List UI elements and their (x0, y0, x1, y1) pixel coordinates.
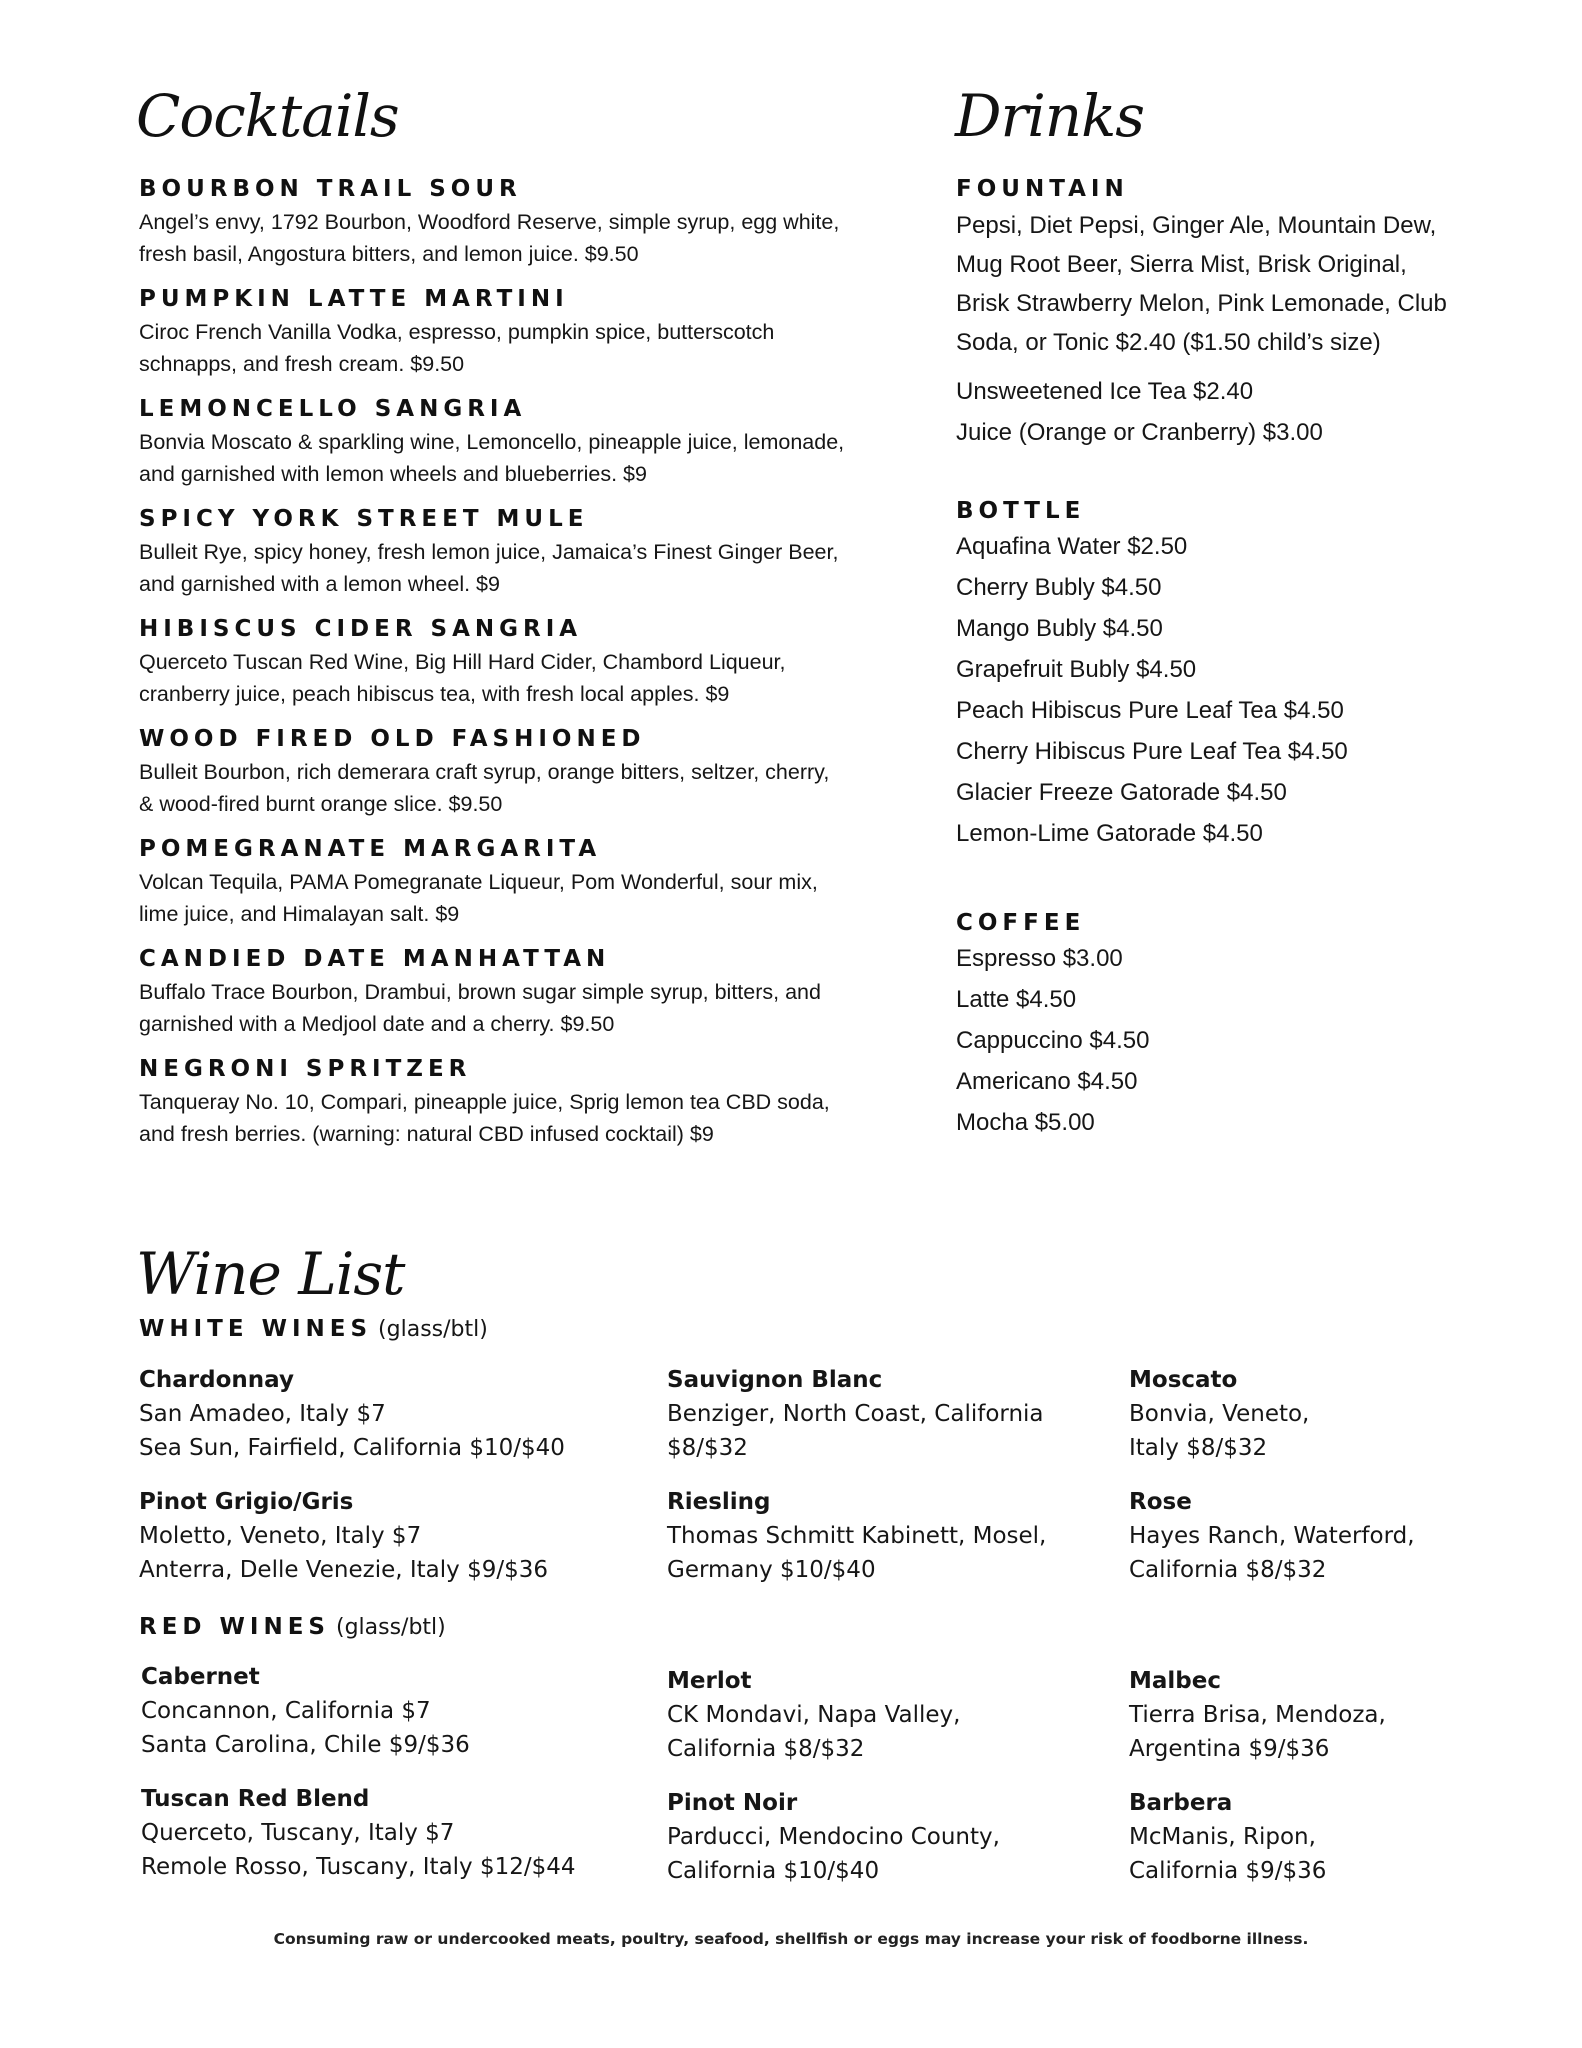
wine-detail: McManis, Ripon, (1129, 1824, 1316, 1850)
wine-detail: Querceto, Tuscany, Italy $7 (141, 1820, 455, 1846)
wine-detail: $8/$32 (667, 1435, 748, 1461)
fountain-line: Mug Root Beer, Sierra Mist, Brisk Original, (956, 251, 1407, 278)
cocktail-desc: Tanqueray No. 10, Compari, pineapple juice, Sprig lemon tea CBD soda, (139, 1090, 830, 1114)
red-wines-label: RED WINES (139, 1614, 330, 1640)
coffee-item: Mocha $5.00 (956, 1109, 1095, 1136)
wine-item (139, 1363, 565, 1465)
cocktail-name: BOURBON TRAIL SOUR (139, 176, 522, 202)
cocktail-name: WOOD FIRED OLD FASHIONED (139, 726, 646, 752)
cocktail-name: HIBISCUS CIDER SANGRIA (139, 616, 583, 642)
cocktail-item (139, 286, 899, 380)
drinks-title: Drinks (955, 82, 1145, 150)
fountain-extra: Unsweetened Ice Tea $2.40 (956, 378, 1254, 405)
wine-name: Malbec (1129, 1668, 1221, 1694)
wine-detail: California $9/$36 (1129, 1858, 1327, 1884)
wine-detail: Argentina $9/$36 (1129, 1736, 1330, 1762)
wine-name: Rose (1129, 1489, 1192, 1515)
coffee-item: Americano $4.50 (956, 1068, 1138, 1095)
cocktail-name: POMEGRANATE MARGARITA (139, 836, 602, 862)
wine-detail: Anterra, Delle Venezie, Italy $9/$36 (139, 1557, 548, 1583)
wine-name: Moscato (1129, 1367, 1238, 1393)
wine-detail: California $8/$32 (667, 1736, 865, 1762)
wine-name: Chardonnay (139, 1367, 294, 1393)
drinks-fountain (956, 176, 1516, 453)
wine-detail: Italy $8/$32 (1129, 1435, 1268, 1461)
wine-title: Wine List (136, 1240, 405, 1308)
coffee-item: Espresso $3.00 (956, 945, 1123, 972)
bottle-item: Cherry Hibiscus Pure Leaf Tea $4.50 (956, 738, 1348, 765)
wine-name: Pinot Noir (667, 1790, 798, 1816)
cocktail-desc: Ciroc French Vanilla Vodka, espresso, pumpkin spice, butterscotch (139, 320, 775, 344)
wine-name: Riesling (667, 1489, 771, 1515)
cocktail-desc: Bulleit Rye, spicy honey, fresh lemon juice, Jamaica’s Finest Ginger Beer, (139, 540, 839, 564)
fountain-line: Pepsi, Diet Pepsi, Ginger Ale, Mountain Dew, (956, 212, 1437, 239)
red-wines-heading (139, 1614, 446, 1640)
bottle-item: Mango Bubly $4.50 (956, 615, 1163, 642)
wine-detail: Germany $10/$40 (667, 1557, 876, 1583)
wine-detail: Tierra Brisa, Mendoza, (1129, 1702, 1386, 1728)
white-wines-heading (139, 1316, 488, 1342)
wine-detail: Moletto, Veneto, Italy $7 (139, 1523, 422, 1549)
wine-item (1129, 1664, 1386, 1766)
cocktail-desc: garnished with a Medjool date and a cherry. $9.50 (139, 1012, 615, 1036)
bottle-item: Glacier Freeze Gatorade $4.50 (956, 779, 1287, 806)
cocktail-desc: Bulleit Bourbon, rich demerara craft syrup, orange bitters, seltzer, cherry, (139, 760, 830, 784)
coffee-heading: COFFEE (956, 910, 1086, 936)
wine-detail: California $8/$32 (1129, 1557, 1327, 1583)
cocktail-desc: Volcan Tequila, PAMA Pomegranate Liqueur, Pom Wonderful, sour mix, (139, 870, 818, 894)
wine-detail: CK Mondavi, Napa Valley, (667, 1702, 961, 1728)
cocktail-item (139, 1056, 899, 1150)
wine-detail: San Amadeo, Italy $7 (139, 1401, 386, 1427)
bottle-item: Grapefruit Bubly $4.50 (956, 656, 1197, 683)
cocktail-item (139, 396, 899, 490)
coffee-item: Cappuccino $4.50 (956, 1027, 1150, 1054)
cocktail-desc: and garnished with a lemon wheel. $9 (139, 572, 500, 596)
cocktail-item (139, 616, 899, 710)
cocktail-desc: lime juice, and Himalayan salt. $9 (139, 902, 460, 926)
cocktail-desc: schnapps, and fresh cream. $9.50 (139, 352, 465, 376)
wine-name: Pinot Grigio/Gris (139, 1489, 354, 1515)
wine-item (1129, 1363, 1309, 1465)
drinks-bottle (956, 498, 1516, 854)
wine-detail: California $10/$40 (667, 1858, 880, 1884)
cocktail-desc: cranberry juice, peach hibiscus tea, with fresh local apples. $9 (139, 682, 730, 706)
wine-item (667, 1786, 1000, 1888)
red-wines-note: (glass/btl) (335, 1615, 446, 1640)
wine-item (667, 1664, 960, 1766)
bottle-item: Cherry Bubly $4.50 (956, 574, 1162, 601)
wine-detail: Concannon, California $7 (141, 1698, 431, 1724)
wine-detail: Bonvia, Veneto, (1129, 1401, 1310, 1427)
cocktail-item (139, 176, 899, 270)
wine-name: Sauvignon Blanc (667, 1367, 883, 1393)
white-wines-label: WHITE WINES (139, 1316, 373, 1342)
wine-detail: Hayes Ranch, Waterford, (1129, 1523, 1415, 1549)
fountain-heading: FOUNTAIN (956, 176, 1129, 202)
cocktail-name: LEMONCELLO SANGRIA (139, 396, 527, 422)
wine-detail: Parducci, Mendocino County, (667, 1824, 1000, 1850)
cocktail-item (139, 836, 899, 930)
cocktail-item (139, 946, 899, 1040)
wine-detail: Thomas Schmitt Kabinett, Mosel, (667, 1523, 1047, 1549)
fountain-line: Soda, or Tonic $2.40 ($1.50 child’s size) (956, 329, 1381, 356)
cocktail-name: PUMPKIN LATTE MARTINI (139, 286, 569, 312)
bottle-item: Aquafina Water $2.50 (956, 533, 1188, 560)
cocktail-desc: & wood-fired burnt orange slice. $9.50 (139, 792, 503, 816)
cocktails-title: Cocktails (136, 82, 399, 150)
cocktails-list (139, 176, 899, 1166)
wine-name: Tuscan Red Blend (141, 1786, 370, 1812)
cocktail-desc: Querceto Tuscan Red Wine, Big Hill Hard Cider, Chambord Liqueur, (139, 650, 786, 674)
wine-item (141, 1660, 470, 1762)
bottle-heading: BOTTLE (956, 498, 1086, 524)
cocktail-name: CANDIED DATE MANHATTAN (139, 946, 611, 972)
cocktail-desc: and fresh berries. (warning: natural CBD infused cocktail) $9 (139, 1122, 714, 1146)
wine-item (1129, 1485, 1415, 1587)
cocktail-desc: fresh basil, Angostura bitters, and lemon juice. $9.50 (139, 242, 639, 266)
wine-detail: Sea Sun, Fairfield, California $10/$40 (139, 1435, 565, 1461)
cocktail-name: SPICY YORK STREET MULE (139, 506, 589, 532)
wine-item (667, 1485, 1046, 1587)
wine-detail: Remole Rosso, Tuscany, Italy $12/$44 (141, 1854, 576, 1880)
fountain-extra: Juice (Orange or Cranberry) $3.00 (956, 419, 1323, 446)
food-safety-notice: Consuming raw or undercooked meats, poultry, seafood, shellfish or eggs may increase your risk of foodborne illness. (273, 1930, 1309, 1948)
wine-name: Barbera (1129, 1790, 1233, 1816)
wine-item (141, 1782, 576, 1884)
wine-detail: Benziger, North Coast, California (667, 1401, 1044, 1427)
cocktail-item (139, 726, 899, 820)
white-wines-note: (glass/btl) (378, 1317, 488, 1342)
wine-detail: Santa Carolina, Chile $9/$36 (141, 1732, 470, 1758)
fountain-list (956, 206, 1516, 362)
bottle-item: Peach Hibiscus Pure Leaf Tea $4.50 (956, 697, 1344, 724)
bottle-item: Lemon-Lime Gatorade $4.50 (956, 820, 1263, 847)
coffee-item: Latte $4.50 (956, 986, 1077, 1013)
cocktail-desc: Bonvia Moscato & sparkling wine, Lemoncello, pineapple juice, lemonade, (139, 430, 845, 454)
wine-name: Cabernet (141, 1664, 260, 1690)
wine-item (667, 1363, 1044, 1465)
cocktail-desc: and garnished with lemon wheels and blueberries. $9 (139, 462, 647, 486)
drinks-coffee (956, 910, 1516, 1143)
cocktail-desc: Buffalo Trace Bourbon, Drambui, brown sugar simple syrup, bitters, and (139, 980, 821, 1004)
wine-name: Merlot (667, 1668, 752, 1694)
fountain-line: Brisk Strawberry Melon, Pink Lemonade, Club (956, 290, 1447, 317)
cocktail-name: NEGRONI SPRITZER (139, 1056, 472, 1082)
cocktail-item (139, 506, 899, 600)
cocktail-desc: Angel’s envy, 1792 Bourbon, Woodford Reserve, simple syrup, egg white, (139, 210, 840, 234)
wine-item (1129, 1786, 1326, 1888)
wine-item (139, 1485, 548, 1587)
